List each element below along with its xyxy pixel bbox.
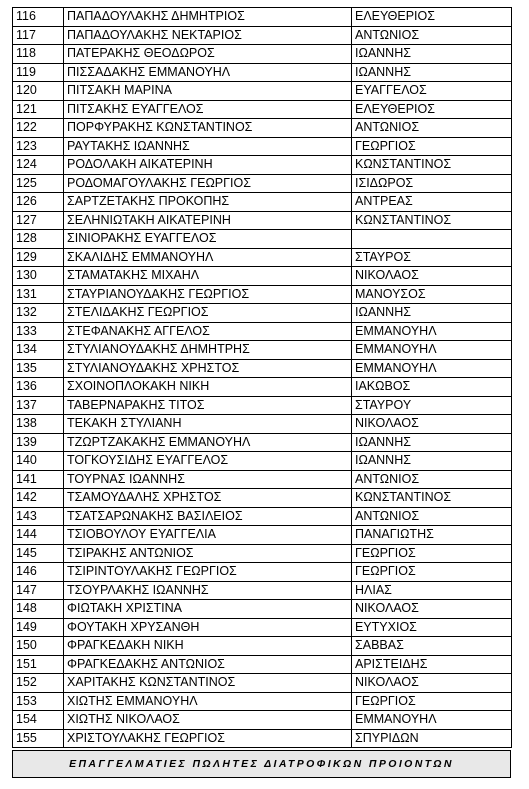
father-name-cell: ΕΛΕΥΘΕΡΙΟΣ [352, 8, 512, 27]
table-row [13, 711, 512, 730]
row-number-cell: 141 [13, 470, 64, 489]
full-name-cell: ΣΚΑΛΙΔΗΣ ΕΜΜΑΝΟΥΗΛ [64, 248, 352, 267]
row-number-cell: 150 [13, 637, 64, 656]
father-name-cell: ΗΛΙΑΣ [352, 581, 512, 600]
full-name-cell: ΠΙΤΣΑΚΗ ΜΑΡΙΝΑ [64, 82, 352, 101]
row-number-cell: 147 [13, 581, 64, 600]
table-row [13, 341, 512, 360]
row-number-cell: 153 [13, 692, 64, 711]
section-title-band [12, 750, 511, 778]
row-number-cell: 139 [13, 433, 64, 452]
full-name-cell: ΣΧΟΙΝΟΠΛΟΚΑΚΗ ΝΙΚΗ [64, 378, 352, 397]
table-row [13, 100, 512, 119]
full-name-cell: ΤΣΑΤΣΑΡΩΝΑΚΗΣ ΒΑΣΙΛΕΙΟΣ [64, 507, 352, 526]
full-name-cell: ΣΤΕΦΑΝΑΚΗΣ ΑΓΓΕΛΟΣ [64, 322, 352, 341]
row-number-cell: 121 [13, 100, 64, 119]
row-number-cell: 127 [13, 211, 64, 230]
father-name-cell: ΣΑΒΒΑΣ [352, 637, 512, 656]
row-number-cell: 138 [13, 415, 64, 434]
full-name-cell: ΠΟΡΦΥΡΑΚΗΣ ΚΩΝΣΤΑΝΤΙΝΟΣ [64, 119, 352, 138]
father-name-cell [352, 230, 512, 249]
row-number-cell: 145 [13, 544, 64, 563]
row-number-cell: 125 [13, 174, 64, 193]
father-name-cell: ΕΥΑΓΓΕΛΟΣ [352, 82, 512, 101]
table-row [13, 378, 512, 397]
full-name-cell: ΠΑΠΑΔΟΥΛΑΚΗΣ ΔΗΜΗΤΡΙΟΣ [64, 8, 352, 27]
full-name-cell: ΠΑΠΑΔΟΥΛΑΚΗΣ ΝΕΚΤΑΡΙΟΣ [64, 26, 352, 45]
row-number-cell: 137 [13, 396, 64, 415]
table-row [13, 452, 512, 471]
full-name-cell: ΣΙΝΙΟΡΑΚΗΣ ΕΥΑΓΓΕΛΟΣ [64, 230, 352, 249]
table-row [13, 655, 512, 674]
row-number-cell: 120 [13, 82, 64, 101]
row-number-cell: 124 [13, 156, 64, 175]
row-number-cell: 122 [13, 119, 64, 138]
father-name-cell: ΜΑΝΟΥΣΟΣ [352, 285, 512, 304]
table-row [13, 507, 512, 526]
row-number-cell: 135 [13, 359, 64, 378]
full-name-cell: ΤΖΩΡΤΖΑΚΑΚΗΣ ΕΜΜΑΝΟΥΗΛ [64, 433, 352, 452]
full-name-cell: ΧΑΡΙΤΑΚΗΣ ΚΩΝΣΤΑΝΤΙΝΟΣ [64, 674, 352, 693]
row-number-cell: 117 [13, 26, 64, 45]
table-row [13, 82, 512, 101]
table-row [13, 304, 512, 323]
table-row [13, 563, 512, 582]
row-number-cell: 149 [13, 618, 64, 637]
father-name-cell: ΕΜΜΑΝΟΥΗΛ [352, 341, 512, 360]
father-name-cell: ΙΩΑΝΝΗΣ [352, 433, 512, 452]
row-number-cell: 123 [13, 137, 64, 156]
father-name-cell: ΣΤΑΥΡΟΣ [352, 248, 512, 267]
full-name-cell: ΤΣΙΡΑΚΗΣ ΑΝΤΩΝΙΟΣ [64, 544, 352, 563]
father-name-cell: ΑΝΤΩΝΙΟΣ [352, 470, 512, 489]
father-name-cell: ΕΥΤΥΧΙΟΣ [352, 618, 512, 637]
full-name-cell: ΤΕΚΑΚΗ ΣΤΥΛΙΑΝΗ [64, 415, 352, 434]
registry-table-body [13, 8, 512, 748]
full-name-cell: ΣΤΑΜΑΤΑΚΗΣ ΜΙΧΑΗΛ [64, 267, 352, 286]
father-name-cell: ΠΑΝΑΓΙΩΤΗΣ [352, 526, 512, 545]
row-number-cell: 140 [13, 452, 64, 471]
full-name-cell: ΡΟΔΟΜΑΓΟΥΛΑΚΗΣ ΓΕΩΡΓΙΟΣ [64, 174, 352, 193]
table-row [13, 230, 512, 249]
row-number-cell: 146 [13, 563, 64, 582]
row-number-cell: 116 [13, 8, 64, 27]
full-name-cell: ΣΤΑΥΡΙΑΝΟΥΔΑΚΗΣ ΓΕΩΡΓΙΟΣ [64, 285, 352, 304]
table-row [13, 26, 512, 45]
father-name-cell: ΣΠΥΡΙΔΩΝ [352, 729, 512, 748]
table-row [13, 600, 512, 619]
table-row [13, 526, 512, 545]
table-row [13, 637, 512, 656]
table-row [13, 544, 512, 563]
full-name-cell: ΦΡΑΓΚΕΔΑΚΗΣ ΑΝΤΩΝΙΟΣ [64, 655, 352, 674]
row-number-cell: 131 [13, 285, 64, 304]
table-row [13, 470, 512, 489]
father-name-cell: ΑΝΤΩΝΙΟΣ [352, 26, 512, 45]
father-name-cell: ΚΩΝΣΤΑΝΤΙΝΟΣ [352, 489, 512, 508]
full-name-cell: ΦΟΥΤΑΚΗ ΧΡΥΣΑΝΘΗ [64, 618, 352, 637]
father-name-cell: ΙΣΙΔΩΡΟΣ [352, 174, 512, 193]
table-row [13, 248, 512, 267]
father-name-cell: ΕΛΕΥΘΕΡΙΟΣ [352, 100, 512, 119]
full-name-cell: ΦΙΩΤΑΚΗ ΧΡΙΣΤΙΝΑ [64, 600, 352, 619]
row-number-cell: 130 [13, 267, 64, 286]
row-number-cell: 134 [13, 341, 64, 360]
table-row [13, 137, 512, 156]
full-name-cell: ΤΟΓΚΟΥΣΙΔΗΣ ΕΥΑΓΓΕΛΟΣ [64, 452, 352, 471]
registry-sheet [12, 7, 511, 778]
table-row [13, 174, 512, 193]
table-row [13, 433, 512, 452]
father-name-cell: ΝΙΚΟΛΑΟΣ [352, 267, 512, 286]
father-name-cell: ΝΙΚΟΛΑΟΣ [352, 600, 512, 619]
full-name-cell: ΠΙΤΣΑΚΗΣ ΕΥΑΓΓΕΛΟΣ [64, 100, 352, 119]
full-name-cell: ΣΑΡΤΖΕΤΑΚΗΣ ΠΡΟΚΟΠΗΣ [64, 193, 352, 212]
row-number-cell: 119 [13, 63, 64, 82]
table-row [13, 8, 512, 27]
father-name-cell: ΓΕΩΡΓΙΟΣ [352, 137, 512, 156]
full-name-cell: ΡΟΔΟΛΑΚΗ ΑΙΚΑΤΕΡΙΝΗ [64, 156, 352, 175]
father-name-cell: ΑΝΤΩΝΙΟΣ [352, 119, 512, 138]
full-name-cell: ΣΤΥΛΙΑΝΟΥΔΑΚΗΣ ΧΡΗΣΤΟΣ [64, 359, 352, 378]
full-name-cell: ΣΤΥΛΙΑΝΟΥΔΑΚΗΣ ΔΗΜΗΤΡΗΣ [64, 341, 352, 360]
table-row [13, 396, 512, 415]
table-row [13, 267, 512, 286]
father-name-cell: ΕΜΜΑΝΟΥΗΛ [352, 711, 512, 730]
full-name-cell: ΤΟΥΡΝΑΣ ΙΩΑΝΝΗΣ [64, 470, 352, 489]
father-name-cell: ΙΩΑΝΝΗΣ [352, 63, 512, 82]
table-row [13, 211, 512, 230]
row-number-cell: 144 [13, 526, 64, 545]
table-row [13, 415, 512, 434]
table-row [13, 618, 512, 637]
father-name-cell: ΚΩΝΣΤΑΝΤΙΝΟΣ [352, 156, 512, 175]
table-row [13, 581, 512, 600]
table-row [13, 156, 512, 175]
father-name-cell: ΑΝΤΩΝΙΟΣ [352, 507, 512, 526]
row-number-cell: 151 [13, 655, 64, 674]
row-number-cell: 132 [13, 304, 64, 323]
father-name-cell: ΙΩΑΝΝΗΣ [352, 304, 512, 323]
father-name-cell: ΙΩΑΝΝΗΣ [352, 45, 512, 64]
full-name-cell: ΤΑΒΕΡΝΑΡΑΚΗΣ ΤΙΤΟΣ [64, 396, 352, 415]
row-number-cell: 136 [13, 378, 64, 397]
row-number-cell: 133 [13, 322, 64, 341]
full-name-cell: ΦΡΑΓΚΕΔΑΚΗ ΝΙΚΗ [64, 637, 352, 656]
table-row [13, 729, 512, 748]
table-row [13, 119, 512, 138]
table-row [13, 674, 512, 693]
full-name-cell: ΤΣΙΡΙΝΤΟΥΛΑΚΗΣ ΓΕΩΡΓΙΟΣ [64, 563, 352, 582]
full-name-cell: ΠΑΤΕΡΑΚΗΣ ΘΕΟΔΩΡΟΣ [64, 45, 352, 64]
table-row [13, 285, 512, 304]
row-number-cell: 126 [13, 193, 64, 212]
full-name-cell: ΤΣΟΥΡΛΑΚΗΣ ΙΩΑΝΝΗΣ [64, 581, 352, 600]
full-name-cell: ΧΙΩΤΗΣ ΝΙΚΟΛΑΟΣ [64, 711, 352, 730]
father-name-cell: ΓΕΩΡΓΙΟΣ [352, 563, 512, 582]
father-name-cell: ΓΕΩΡΓΙΟΣ [352, 692, 512, 711]
father-name-cell: ΙΑΚΩΒΟΣ [352, 378, 512, 397]
row-number-cell: 155 [13, 729, 64, 748]
table-row [13, 193, 512, 212]
father-name-cell: ΝΙΚΟΛΑΟΣ [352, 674, 512, 693]
full-name-cell: ΠΙΣΣΑΔΑΚΗΣ ΕΜΜΑΝΟΥΗΛ [64, 63, 352, 82]
row-number-cell: 148 [13, 600, 64, 619]
row-number-cell: 129 [13, 248, 64, 267]
row-number-cell: 142 [13, 489, 64, 508]
table-row [13, 63, 512, 82]
full-name-cell: ΤΣΑΜΟΥΔΑΛΗΣ ΧΡΗΣΤΟΣ [64, 489, 352, 508]
father-name-cell: ΑΝΤΡΕΑΣ [352, 193, 512, 212]
full-name-cell: ΧΙΩΤΗΣ ΕΜΜΑΝΟΥΗΛ [64, 692, 352, 711]
row-number-cell: 143 [13, 507, 64, 526]
father-name-cell: ΕΜΜΑΝΟΥΗΛ [352, 322, 512, 341]
section-title: ΕΠΑΓΓΕΛΜΑΤΙΕΣ ΠΩΛΗΤΕΣ ΔΙΑΤΡΟΦΙΚΩΝ ΠΡΟΙΟΝΤΩΝ [69, 758, 454, 770]
table-row [13, 489, 512, 508]
full-name-cell: ΣΤΕΛΙΔΑΚΗΣ ΓΕΩΡΓΙΟΣ [64, 304, 352, 323]
father-name-cell: ΝΙΚΟΛΑΟΣ [352, 415, 512, 434]
father-name-cell: ΓΕΩΡΓΙΟΣ [352, 544, 512, 563]
full-name-cell: ΧΡΙΣΤΟΥΛΑΚΗΣ ΓΕΩΡΓΙΟΣ [64, 729, 352, 748]
father-name-cell: ΕΜΜΑΝΟΥΗΛ [352, 359, 512, 378]
row-number-cell: 128 [13, 230, 64, 249]
father-name-cell: ΑΡΙΣΤΕΙΔΗΣ [352, 655, 512, 674]
table-row [13, 45, 512, 64]
father-name-cell: ΣΤΑΥΡΟΥ [352, 396, 512, 415]
father-name-cell: ΙΩΑΝΝΗΣ [352, 452, 512, 471]
row-number-cell: 154 [13, 711, 64, 730]
full-name-cell: ΣΕΛΗΝΙΩΤΑΚΗ ΑΙΚΑΤΕΡΙΝΗ [64, 211, 352, 230]
row-number-cell: 118 [13, 45, 64, 64]
full-name-cell: ΤΣΙΟΒΟΥΛΟΥ ΕΥΑΓΓΕΛΙΑ [64, 526, 352, 545]
row-number-cell: 152 [13, 674, 64, 693]
father-name-cell: ΚΩΝΣΤΑΝΤΙΝΟΣ [352, 211, 512, 230]
table-row [13, 322, 512, 341]
table-row [13, 692, 512, 711]
registry-table [12, 7, 512, 748]
full-name-cell: ΡΑΥΤΑΚΗΣ ΙΩΑΝΝΗΣ [64, 137, 352, 156]
table-row [13, 359, 512, 378]
